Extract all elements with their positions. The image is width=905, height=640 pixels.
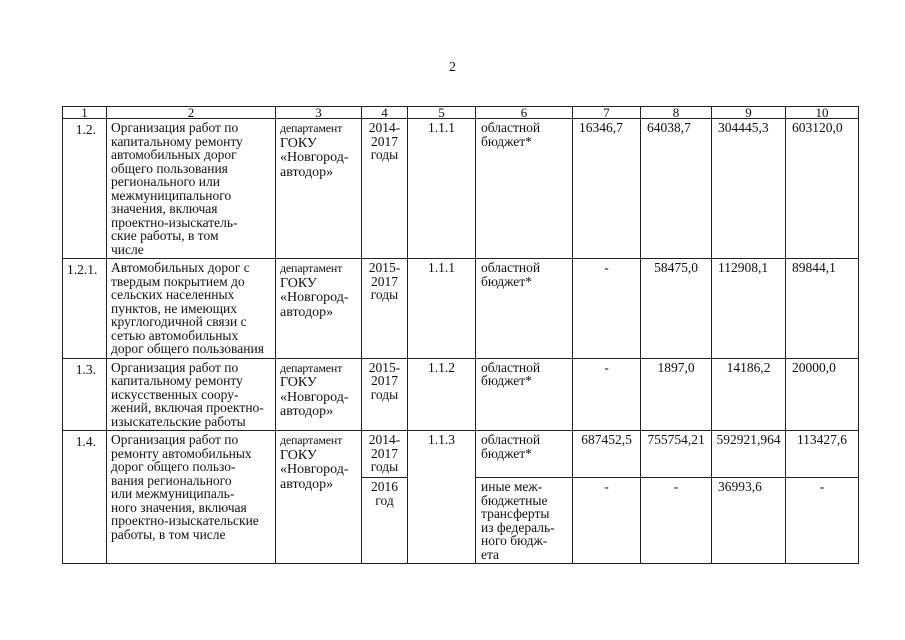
executor-cell — [276, 259, 362, 359]
table-row — [63, 431, 859, 478]
value-col8: - — [641, 478, 712, 564]
table-row — [63, 259, 859, 359]
period: 2015- 2017 годы — [362, 259, 408, 359]
header-cell: 1 — [63, 107, 107, 119]
table-row — [63, 358, 859, 431]
activity-name: Организация работ по капитальному ремонту автомобильных дорог общего пользования регионального или межмуниципального значения, включая проектно-изыскатель- ские работы, в том числе — [107, 119, 276, 259]
header-cell: 8 — [641, 107, 712, 119]
executor-organization: ГОКУ «Новгород- автодор» — [280, 447, 349, 492]
header-cell: 10 — [786, 107, 859, 119]
header-cell: 2 — [107, 107, 276, 119]
activity-name: Организация работ по ремонту автомобильных дорог общего пользо- вания регионального или межмуниципаль- ного значения, включая проектно-изыскательские работы, в том числе — [107, 431, 276, 564]
period: 2014- 2017 годы — [362, 431, 408, 478]
value-col7: - — [573, 478, 641, 564]
activity-name: Организация работ по капитальному ремонту искусственных соору- жений, включая проектно- изыскательские работы — [107, 358, 276, 431]
table-header-row — [63, 107, 859, 119]
target-code: 1.1.3 — [408, 431, 476, 564]
value-col9: 14186,2 — [712, 358, 786, 431]
executor-department: департамент — [280, 433, 343, 447]
period: 2014- 2017 годы — [362, 119, 408, 259]
header-cell: 3 — [276, 107, 362, 119]
value-col9: 112908,1 — [712, 259, 786, 359]
header-cell: 6 — [476, 107, 573, 119]
period: 2016 год — [362, 478, 408, 564]
executor-cell — [276, 119, 362, 259]
value-col7: - — [573, 358, 641, 431]
funding-source: областной бюджет* — [476, 431, 573, 478]
funding-source: областной бюджет* — [476, 119, 573, 259]
executor-organization: ГОКУ «Новгород- автодор» — [280, 375, 349, 419]
value-col8: 64038,7 — [641, 119, 712, 259]
row-number: 1.2. — [63, 119, 107, 259]
target-code: 1.1.2 — [408, 358, 476, 431]
activity-name: Автомобильных дорог с твердым покрытием до сельских населенных пунктов, не имеющих круглогодичной связи с сетью автомобильных дорог общего пользования — [107, 259, 276, 359]
executor-organization: ГОКУ «Новгород- автодор» — [280, 275, 349, 320]
target-code: 1.1.1 — [408, 259, 476, 359]
value-col9: 36993,6 — [712, 478, 786, 564]
row-number: 1.3. — [63, 358, 107, 431]
value-col10: 20000,0 — [786, 358, 859, 431]
value-col8: 1897,0 — [641, 358, 712, 431]
funding-source: иные меж- бюджетные трансферты из федераль- ного бюдж- ета — [476, 478, 573, 564]
executor-department: департамент — [280, 360, 343, 375]
period: 2015- 2017 годы — [362, 358, 408, 431]
page-number: 2 — [449, 60, 456, 75]
table-row — [63, 119, 859, 259]
value-col7: - — [573, 259, 641, 359]
funding-source: областной бюджет* — [476, 358, 573, 431]
value-col8: 58475,0 — [641, 259, 712, 359]
target-code: 1.1.1 — [408, 119, 476, 259]
value-col10: 113427,6 — [786, 431, 859, 478]
value-col9: 304445,3 — [712, 119, 786, 259]
value-col9: 592921,964 — [712, 431, 786, 478]
row-number: 1.2.1. — [63, 259, 107, 359]
executor-department: департамент — [280, 261, 343, 275]
executor-cell — [276, 431, 362, 564]
value-col10: - — [786, 478, 859, 564]
value-col8: 755754,21 — [641, 431, 712, 478]
funding-source: областной бюджет* — [476, 259, 573, 359]
executor-organization: ГОКУ «Новгород- автодор» — [280, 135, 349, 180]
value-col10: 89844,1 — [786, 259, 859, 359]
program-table — [62, 106, 859, 564]
value-col7: 687452,5 — [573, 431, 641, 478]
row-number: 1.4. — [63, 431, 107, 564]
header-cell: 7 — [573, 107, 641, 119]
value-col10: 603120,0 — [786, 119, 859, 259]
header-cell: 4 — [362, 107, 408, 119]
header-cell: 9 — [712, 107, 786, 119]
value-col7: 16346,7 — [573, 119, 641, 259]
executor-cell — [276, 358, 362, 431]
header-cell: 5 — [408, 107, 476, 119]
executor-department: департамент — [280, 121, 343, 135]
